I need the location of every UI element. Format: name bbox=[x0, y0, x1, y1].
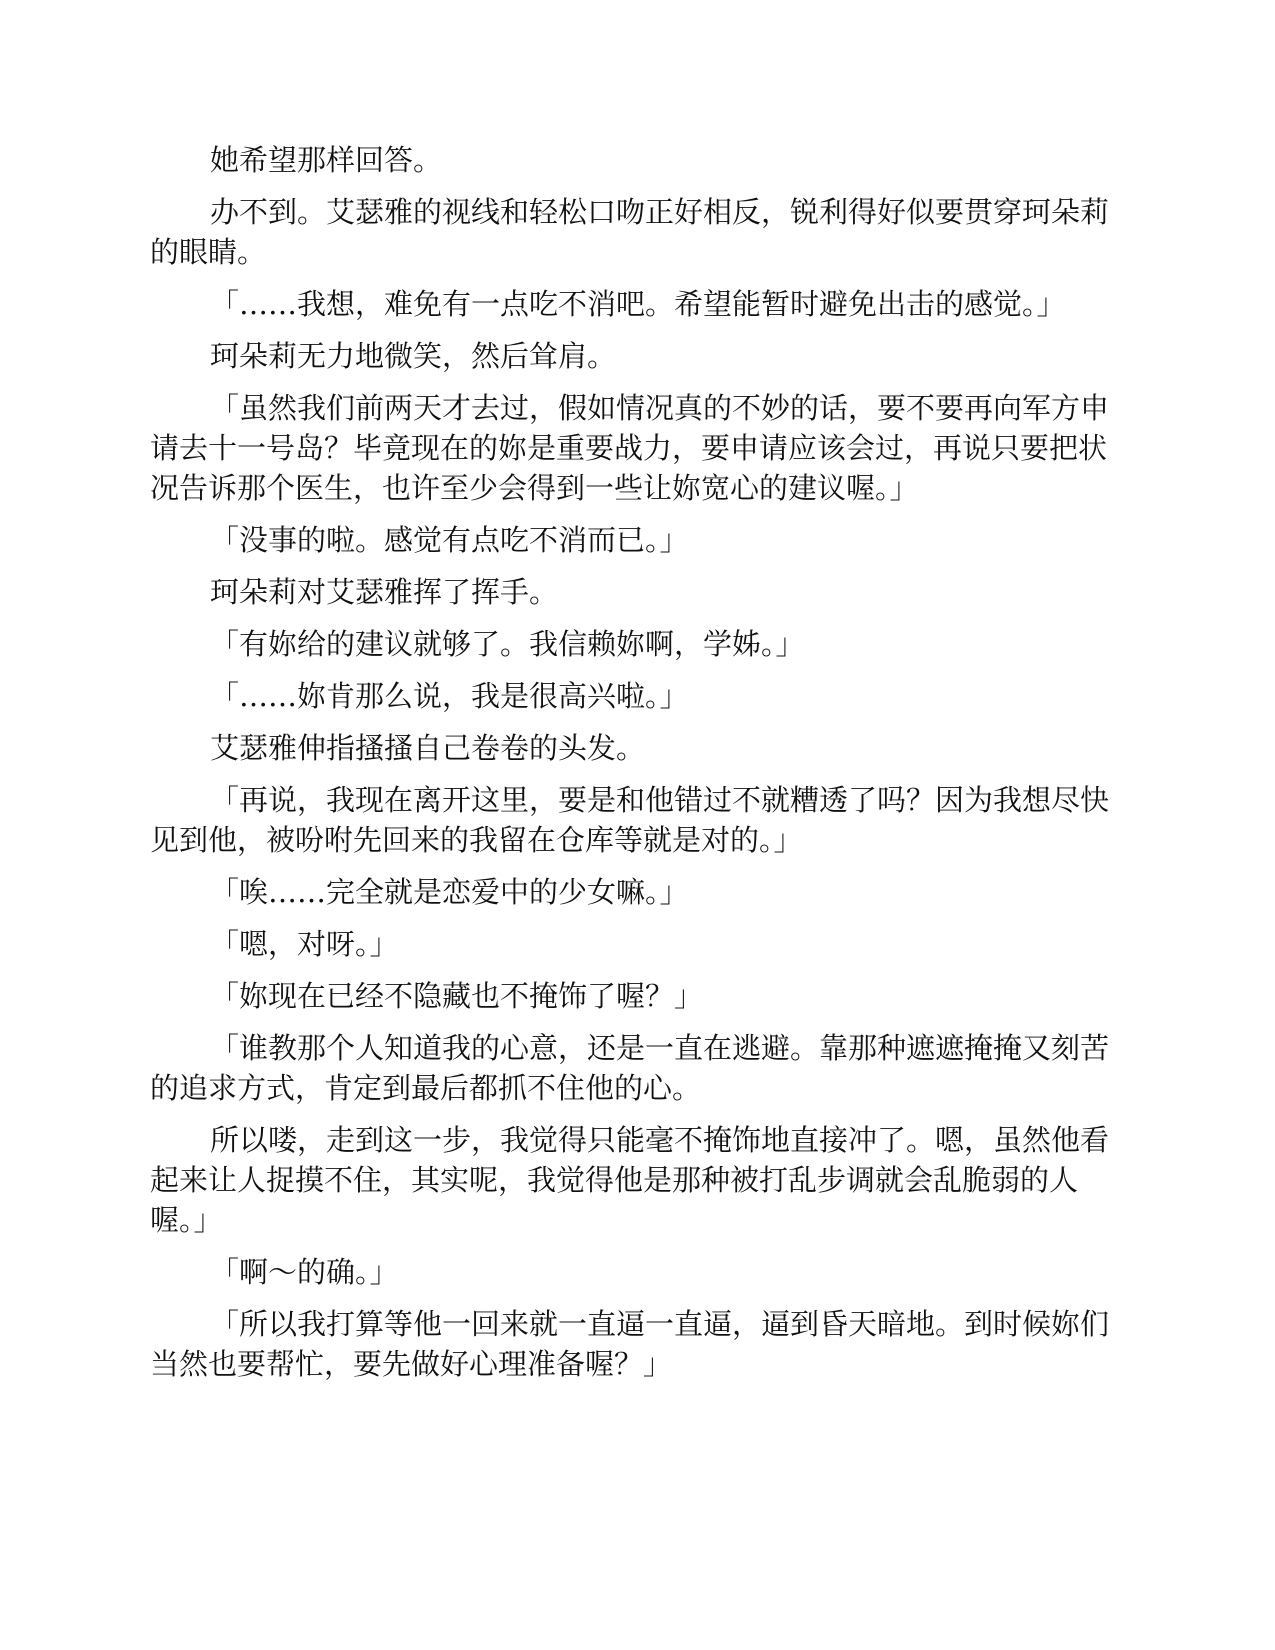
paragraph: 「嗯，对呀。」 bbox=[210, 927, 399, 961]
paragraph: 「虽然我们前两天才去过，假如情况真的不妙的话，要不要再向军方申请去十一号岛？毕竟现在的妳是重要战力，要申请应该会过，再说只要把状况告诉那个医生，也许至少会得到一些让妳宽心的建议喔。」 bbox=[150, 391, 1110, 505]
paragraph: 「有妳给的建议就够了。我信赖妳啊，学姊。」 bbox=[210, 627, 805, 661]
paragraph: 「妳现在已经不隐藏也不掩饰了喔？」 bbox=[210, 979, 704, 1013]
paragraph: 她希望那样回答。 bbox=[210, 143, 443, 177]
paragraph: 艾瑟雅伸指搔搔自己卷卷的头发。 bbox=[210, 731, 646, 765]
document-page bbox=[150, 140, 1120, 1396]
paragraph: 「啊～的确。」 bbox=[210, 1255, 399, 1289]
paragraph: 「……我想，难免有一点吃不消吧。希望能暂时避免出击的感觉。」 bbox=[210, 287, 1066, 321]
paragraph: 「……妳肯那么说，我是很高兴啦。」 bbox=[210, 679, 689, 713]
paragraph: 「谁教那个人知道我的心意，还是一直在逃避。靠那种遮遮掩掩又刻苦的追求方式，肯定到最后都抓不住他的心。 bbox=[150, 1031, 1110, 1105]
paragraph: 办不到。艾瑟雅的视线和轻松口吻正好相反，锐利得好似要贯穿珂朵莉的眼睛。 bbox=[150, 195, 1110, 269]
paragraph: 「唉……完全就是恋爱中的少女嘛。」 bbox=[210, 875, 689, 909]
paragraph: 珂朵莉无力地微笑，然后耸肩。 bbox=[210, 339, 617, 373]
paragraph: 「没事的啦。感觉有点吃不消而已。」 bbox=[210, 523, 689, 557]
paragraph: 珂朵莉对艾瑟雅挥了挥手。 bbox=[210, 575, 559, 609]
paragraph: 「再说，我现在离开这里，要是和他错过不就糟透了吗？因为我想尽快见到他，被吩咐先回来的我留在仓库等就是对的。」 bbox=[150, 783, 1110, 857]
paragraph: 「所以我打算等他一回来就一直逼一直逼，逼到昏天暗地。到时候妳们当然也要帮忙，要先做好心理准备喔？」 bbox=[150, 1307, 1110, 1381]
paragraph: 所以喽，走到这一步，我觉得只能毫不掩饰地直接冲了。嗯，虽然他看起来让人捉摸不住，其实呢，我觉得他是那种被打乱步调就会乱脆弱的人喔。」 bbox=[150, 1123, 1110, 1237]
